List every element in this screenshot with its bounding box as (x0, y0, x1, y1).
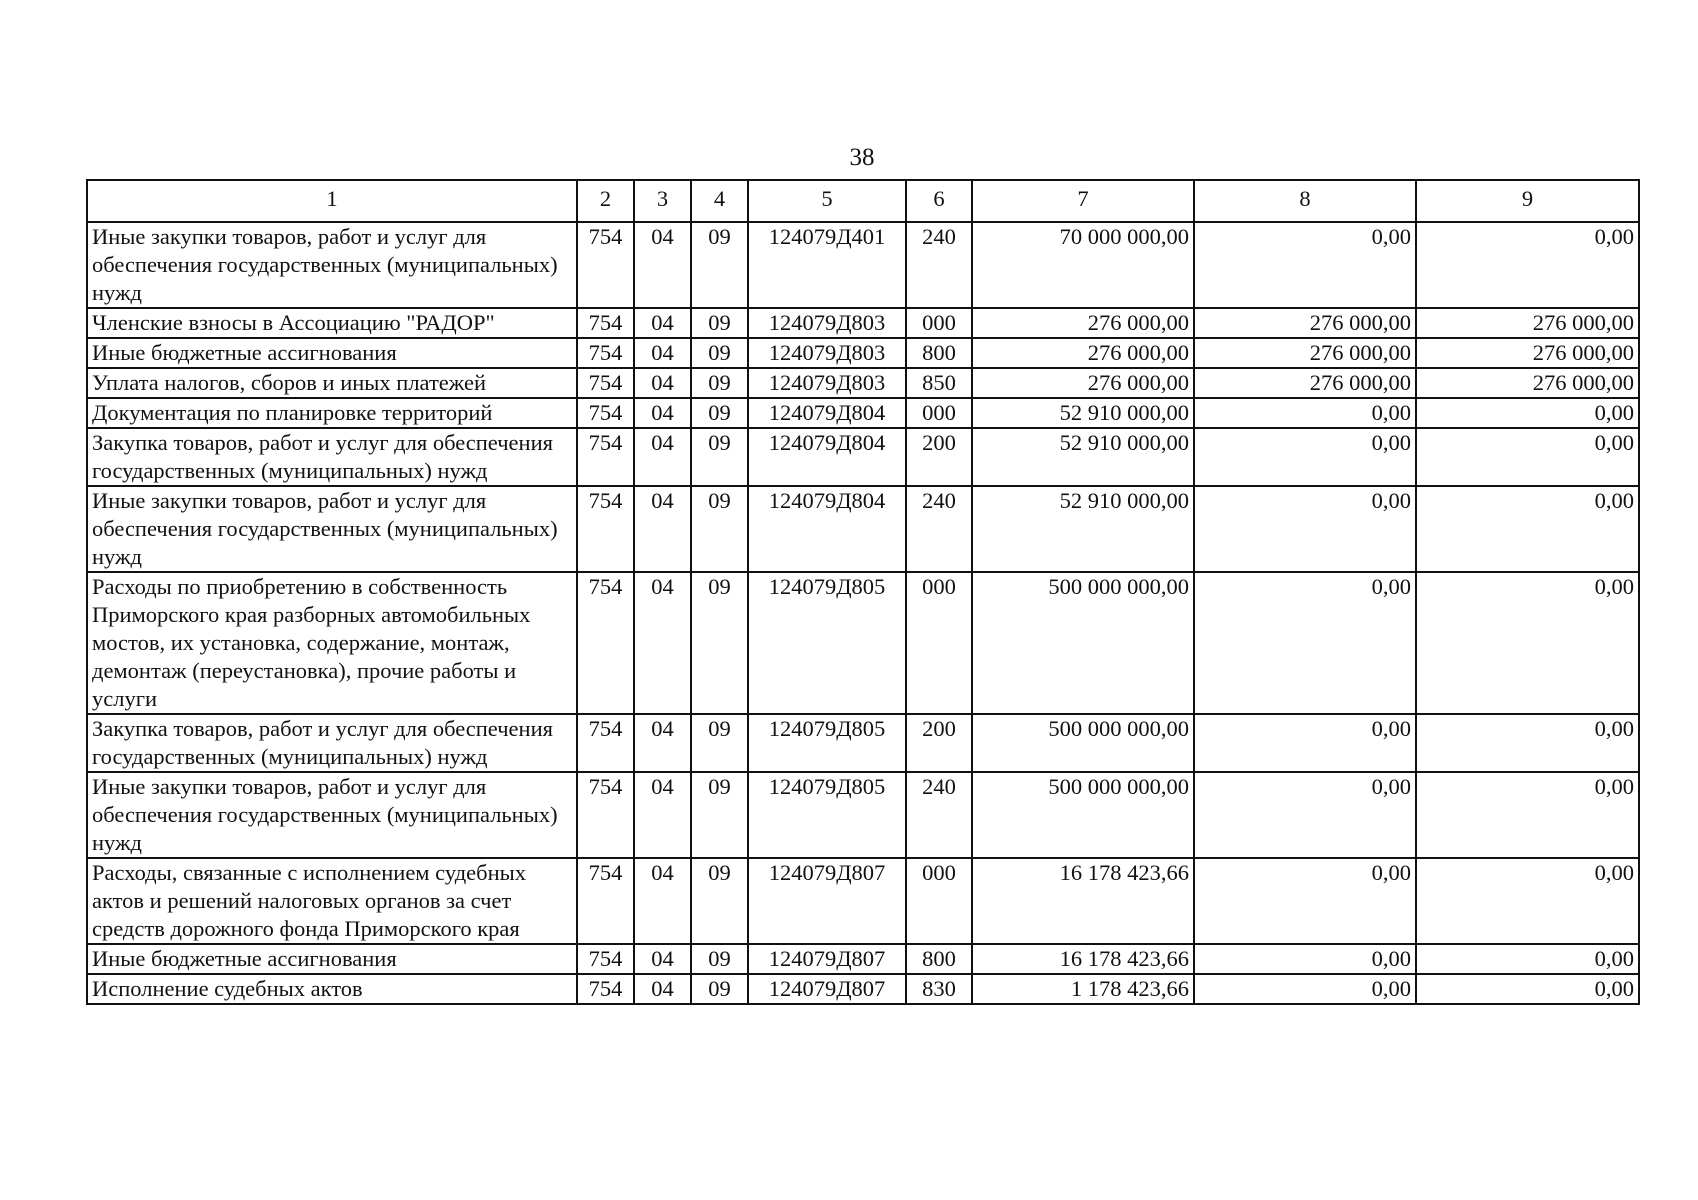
target-article-cell: 124079Д803 (748, 338, 906, 368)
expense-name-cell: Уплата налогов, сборов и иных платежей (87, 368, 577, 398)
subsection-code-cell: 09 (691, 428, 748, 486)
expense-type-cell: 200 (906, 714, 972, 772)
table-row (87, 428, 1639, 486)
amount-col8-cell: 276 000,00 (1194, 308, 1416, 338)
expense-name-cell: Иные бюджетные ассигнования (87, 944, 577, 974)
column-header: 6 (906, 180, 972, 222)
amount-col9-cell: 0,00 (1416, 572, 1639, 714)
section-code-cell: 04 (634, 974, 691, 1004)
column-header: 2 (577, 180, 634, 222)
table-row (87, 222, 1639, 308)
column-header: 7 (972, 180, 1194, 222)
amount-col9-cell: 0,00 (1416, 222, 1639, 308)
expense-type-cell: 000 (906, 398, 972, 428)
amount-col7-cell: 1 178 423,66 (972, 974, 1194, 1004)
ministry-code-cell: 754 (577, 714, 634, 772)
column-header: 4 (691, 180, 748, 222)
expense-type-cell: 240 (906, 772, 972, 858)
amount-col8-cell: 0,00 (1194, 858, 1416, 944)
table-row (87, 974, 1639, 1004)
subsection-code-cell: 09 (691, 308, 748, 338)
table-row (87, 944, 1639, 974)
expense-name-cell: Иные закупки товаров, работ и услуг для обеспечения государственных (муниципальных) нужд (87, 772, 577, 858)
table-row (87, 714, 1639, 772)
subsection-code-cell: 09 (691, 368, 748, 398)
amount-col9-cell: 276 000,00 (1416, 308, 1639, 338)
amount-col9-cell: 0,00 (1416, 714, 1639, 772)
subsection-code-cell: 09 (691, 944, 748, 974)
expense-name-cell: Иные бюджетные ассигнования (87, 338, 577, 368)
ministry-code-cell: 754 (577, 308, 634, 338)
expense-type-cell: 000 (906, 858, 972, 944)
amount-col8-cell: 276 000,00 (1194, 338, 1416, 368)
target-article-cell: 124079Д807 (748, 858, 906, 944)
ministry-code-cell: 754 (577, 368, 634, 398)
subsection-code-cell: 09 (691, 714, 748, 772)
target-article-cell: 124079Д803 (748, 308, 906, 338)
section-code-cell: 04 (634, 428, 691, 486)
expense-name-cell: Исполнение судебных актов (87, 974, 577, 1004)
amount-col7-cell: 52 910 000,00 (972, 486, 1194, 572)
amount-col9-cell: 0,00 (1416, 486, 1639, 572)
section-code-cell: 04 (634, 714, 691, 772)
amount-col9-cell: 0,00 (1416, 974, 1639, 1004)
expense-name-cell: Членские взносы в Ассоциацию "РАДОР" (87, 308, 577, 338)
amount-col8-cell: 0,00 (1194, 222, 1416, 308)
subsection-code-cell: 09 (691, 486, 748, 572)
amount-col7-cell: 500 000 000,00 (972, 714, 1194, 772)
budget-table (86, 179, 1640, 1005)
expense-type-cell: 240 (906, 486, 972, 572)
target-article-cell: 124079Д401 (748, 222, 906, 308)
amount-col7-cell: 276 000,00 (972, 308, 1194, 338)
ministry-code-cell: 754 (577, 974, 634, 1004)
target-article-cell: 124079Д805 (748, 572, 906, 714)
subsection-code-cell: 09 (691, 222, 748, 308)
amount-col9-cell: 0,00 (1416, 428, 1639, 486)
amount-col7-cell: 52 910 000,00 (972, 428, 1194, 486)
section-code-cell: 04 (634, 398, 691, 428)
section-code-cell: 04 (634, 572, 691, 714)
expense-type-cell: 000 (906, 308, 972, 338)
section-code-cell: 04 (634, 368, 691, 398)
expense-type-cell: 800 (906, 338, 972, 368)
expense-type-cell: 200 (906, 428, 972, 486)
expense-name-cell: Документация по планировке территорий (87, 398, 577, 428)
table-row (87, 338, 1639, 368)
amount-col7-cell: 16 178 423,66 (972, 858, 1194, 944)
ministry-code-cell: 754 (577, 338, 634, 368)
table-row (87, 858, 1639, 944)
subsection-code-cell: 09 (691, 398, 748, 428)
table-row (87, 772, 1639, 858)
expense-name-cell: Закупка товаров, работ и услуг для обеспечения государственных (муниципальных) нужд (87, 428, 577, 486)
expense-type-cell: 240 (906, 222, 972, 308)
section-code-cell: 04 (634, 308, 691, 338)
expense-name-cell: Иные закупки товаров, работ и услуг для обеспечения государственных (муниципальных) нужд (87, 222, 577, 308)
page-number: 38 (849, 144, 875, 171)
expense-name-cell: Расходы по приобретению в собственность Приморского края разборных автомобильных мостов, их установка, содержание, монтаж, демонтаж (переустановка), прочие работы и услуги (87, 572, 577, 714)
expense-name-cell: Закупка товаров, работ и услуг для обеспечения государственных (муниципальных) нужд (87, 714, 577, 772)
header-row (87, 180, 1639, 222)
table-row (87, 572, 1639, 714)
section-code-cell: 04 (634, 944, 691, 974)
target-article-cell: 124079Д804 (748, 486, 906, 572)
column-header: 1 (87, 180, 577, 222)
ministry-code-cell: 754 (577, 858, 634, 944)
target-article-cell: 124079Д807 (748, 944, 906, 974)
amount-col9-cell: 276 000,00 (1416, 338, 1639, 368)
amount-col7-cell: 70 000 000,00 (972, 222, 1194, 308)
target-article-cell: 124079Д803 (748, 368, 906, 398)
amount-col8-cell: 0,00 (1194, 772, 1416, 858)
section-code-cell: 04 (634, 772, 691, 858)
ministry-code-cell: 754 (577, 222, 634, 308)
amount-col7-cell: 16 178 423,66 (972, 944, 1194, 974)
table-row (87, 368, 1639, 398)
amount-col8-cell: 0,00 (1194, 944, 1416, 974)
subsection-code-cell: 09 (691, 858, 748, 944)
amount-col9-cell: 0,00 (1416, 944, 1639, 974)
ministry-code-cell: 754 (577, 944, 634, 974)
ministry-code-cell: 754 (577, 398, 634, 428)
amount-col7-cell: 500 000 000,00 (972, 772, 1194, 858)
amount-col9-cell: 276 000,00 (1416, 368, 1639, 398)
amount-col8-cell: 0,00 (1194, 714, 1416, 772)
subsection-code-cell: 09 (691, 338, 748, 368)
ministry-code-cell: 754 (577, 572, 634, 714)
table-row (87, 308, 1639, 338)
table-row (87, 398, 1639, 428)
target-article-cell: 124079Д804 (748, 428, 906, 486)
amount-col7-cell: 52 910 000,00 (972, 398, 1194, 428)
column-header: 3 (634, 180, 691, 222)
amount-col8-cell: 0,00 (1194, 572, 1416, 714)
subsection-code-cell: 09 (691, 974, 748, 1004)
table-row (87, 486, 1639, 572)
ministry-code-cell: 754 (577, 772, 634, 858)
expense-type-cell: 000 (906, 572, 972, 714)
section-code-cell: 04 (634, 858, 691, 944)
amount-col8-cell: 0,00 (1194, 398, 1416, 428)
amount-col9-cell: 0,00 (1416, 772, 1639, 858)
target-article-cell: 124079Д804 (748, 398, 906, 428)
subsection-code-cell: 09 (691, 572, 748, 714)
expense-name-cell: Расходы, связанные с исполнением судебных актов и решений налоговых органов за счет средств дорожного фонда Приморского края (87, 858, 577, 944)
section-code-cell: 04 (634, 486, 691, 572)
target-article-cell: 124079Д805 (748, 772, 906, 858)
column-header: 9 (1416, 180, 1639, 222)
expense-name-cell: Иные закупки товаров, работ и услуг для обеспечения государственных (муниципальных) нужд (87, 486, 577, 572)
amount-col8-cell: 0,00 (1194, 428, 1416, 486)
column-header: 5 (748, 180, 906, 222)
section-code-cell: 04 (634, 222, 691, 308)
amount-col7-cell: 276 000,00 (972, 368, 1194, 398)
column-header: 8 (1194, 180, 1416, 222)
amount-col9-cell: 0,00 (1416, 398, 1639, 428)
expense-type-cell: 830 (906, 974, 972, 1004)
ministry-code-cell: 754 (577, 428, 634, 486)
amount-col7-cell: 500 000 000,00 (972, 572, 1194, 714)
expense-type-cell: 850 (906, 368, 972, 398)
subsection-code-cell: 09 (691, 772, 748, 858)
ministry-code-cell: 754 (577, 486, 634, 572)
amount-col8-cell: 276 000,00 (1194, 368, 1416, 398)
target-article-cell: 124079Д805 (748, 714, 906, 772)
amount-col8-cell: 0,00 (1194, 974, 1416, 1004)
expense-type-cell: 800 (906, 944, 972, 974)
amount-col9-cell: 0,00 (1416, 858, 1639, 944)
amount-col7-cell: 276 000,00 (972, 338, 1194, 368)
target-article-cell: 124079Д807 (748, 974, 906, 1004)
amount-col8-cell: 0,00 (1194, 486, 1416, 572)
section-code-cell: 04 (634, 338, 691, 368)
